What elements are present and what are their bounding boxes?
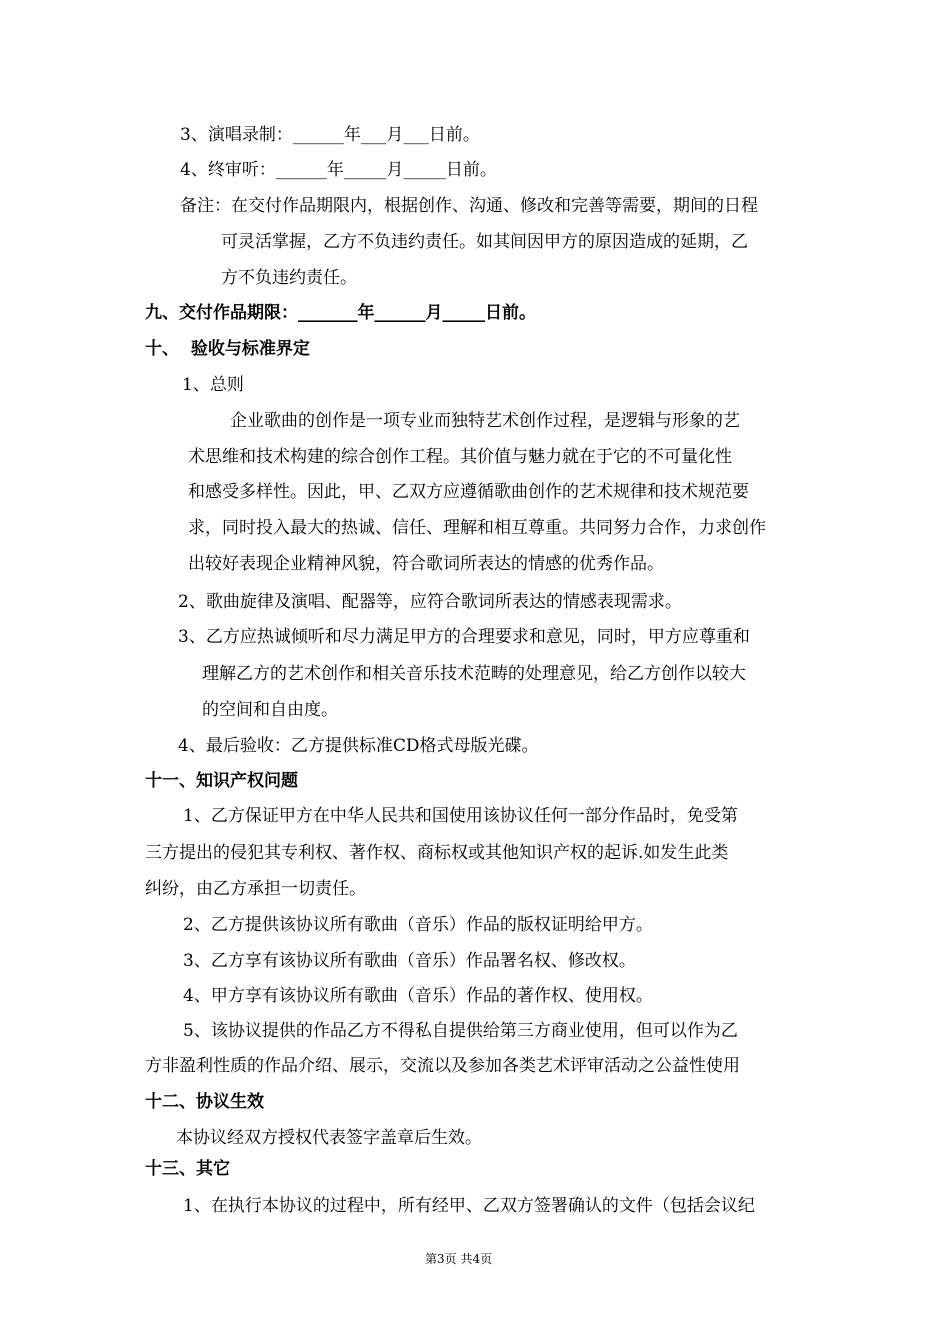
text-line: 2、歌曲旋律及演唱、配器等，应符合歌词所表达的情感表现需求。 bbox=[178, 592, 682, 612]
text-line: 3、乙方享有该协议所有歌曲（音乐）作品署名权、修改权。 bbox=[183, 951, 636, 971]
text-line: 的空间和自由度。 bbox=[202, 700, 338, 720]
text-line: 2、乙方提供该协议所有歌曲（音乐）作品的版权证明给甲方。 bbox=[183, 915, 653, 935]
text-line: 1、在执行本协议的过程中，所有经甲、乙双方签署确认的文件（包括会议纪 bbox=[183, 1196, 755, 1216]
text-line: 和感受多样性。因此，甲、乙双方应遵循歌曲创作的艺术规律和技术规范要 bbox=[188, 482, 749, 502]
page-footer: 第3页 共4页 bbox=[425, 1252, 493, 1266]
text-line: 三方提出的侵犯其专利权、著作权、商标权或其他知识产权的起诉.如发生此类 bbox=[145, 843, 729, 863]
text-line: 出较好表现企业精神风貌，符合歌词所表达的情感的优秀作品。 bbox=[188, 554, 664, 574]
section-heading: 十一、知识产权问题 bbox=[145, 771, 298, 791]
text-line: 理解乙方的艺术创作和相关音乐技术范畴的处理意见，给乙方创作以较大 bbox=[202, 664, 746, 684]
text-line: 1、乙方保证甲方在中华人民共和国使用该协议任何一部分作品时，免受第 bbox=[183, 806, 738, 826]
section-heading: 十三、其它 bbox=[145, 1159, 230, 1179]
text-line: 方不负违约责任。 bbox=[221, 268, 357, 288]
section-heading: 十、 验收与标准界定 bbox=[145, 339, 310, 359]
text-line: 4、终审听：______年_____月_____日前。 bbox=[180, 160, 497, 180]
text-line: 备注：在交付作品期限内，根据创作、沟通、修改和完善等需要，期间的日程 bbox=[180, 196, 758, 216]
text-line: 纠纷，由乙方承担一切责任。 bbox=[145, 879, 366, 899]
text-line: 4、最后验收：乙方提供标准CD格式母版光碟。 bbox=[178, 736, 539, 756]
text-line: 企业歌曲的创作是一项专业而独特艺术创作过程，是逻辑与形象的艺 bbox=[230, 411, 740, 431]
text-line: 求，同时投入最大的热诚、信任、理解和相互尊重。共同努力合作，力求创作 bbox=[188, 518, 766, 538]
text-line: 本协议经双方授权代表签字盖章后生效。 bbox=[176, 1128, 482, 1148]
section-heading: 十二、协议生效 bbox=[145, 1092, 264, 1112]
section-heading: 九、交付作品期限：_______年______月_____日前。 bbox=[145, 303, 536, 323]
text-line: 术思维和技术构建的综合创作工程。其价值与魅力就在于它的不可量化性 bbox=[188, 447, 732, 467]
text-line: 可灵活掌握，乙方不负违约责任。如其间因甲方的原因造成的延期，乙 bbox=[221, 232, 748, 252]
text-line: 5、该协议提供的作品乙方不得私自提供给第三方商业使用，但可以作为乙 bbox=[183, 1021, 738, 1041]
text-line: 4、甲方享有该协议所有歌曲（音乐）作品的著作权、使用权。 bbox=[183, 986, 653, 1006]
text-line: 3、演唱录制：______年___月___日前。 bbox=[180, 125, 480, 145]
text-line: 3、乙方应热诚倾听和尽力满足甲方的合理要求和意见，同时，甲方应尊重和 bbox=[178, 627, 750, 647]
text-line: 1、总则 bbox=[182, 375, 244, 395]
text-line: 方非盈利性质的作品介绍、展示，交流以及参加各类艺术评审活动之公益性使用 bbox=[145, 1056, 740, 1076]
